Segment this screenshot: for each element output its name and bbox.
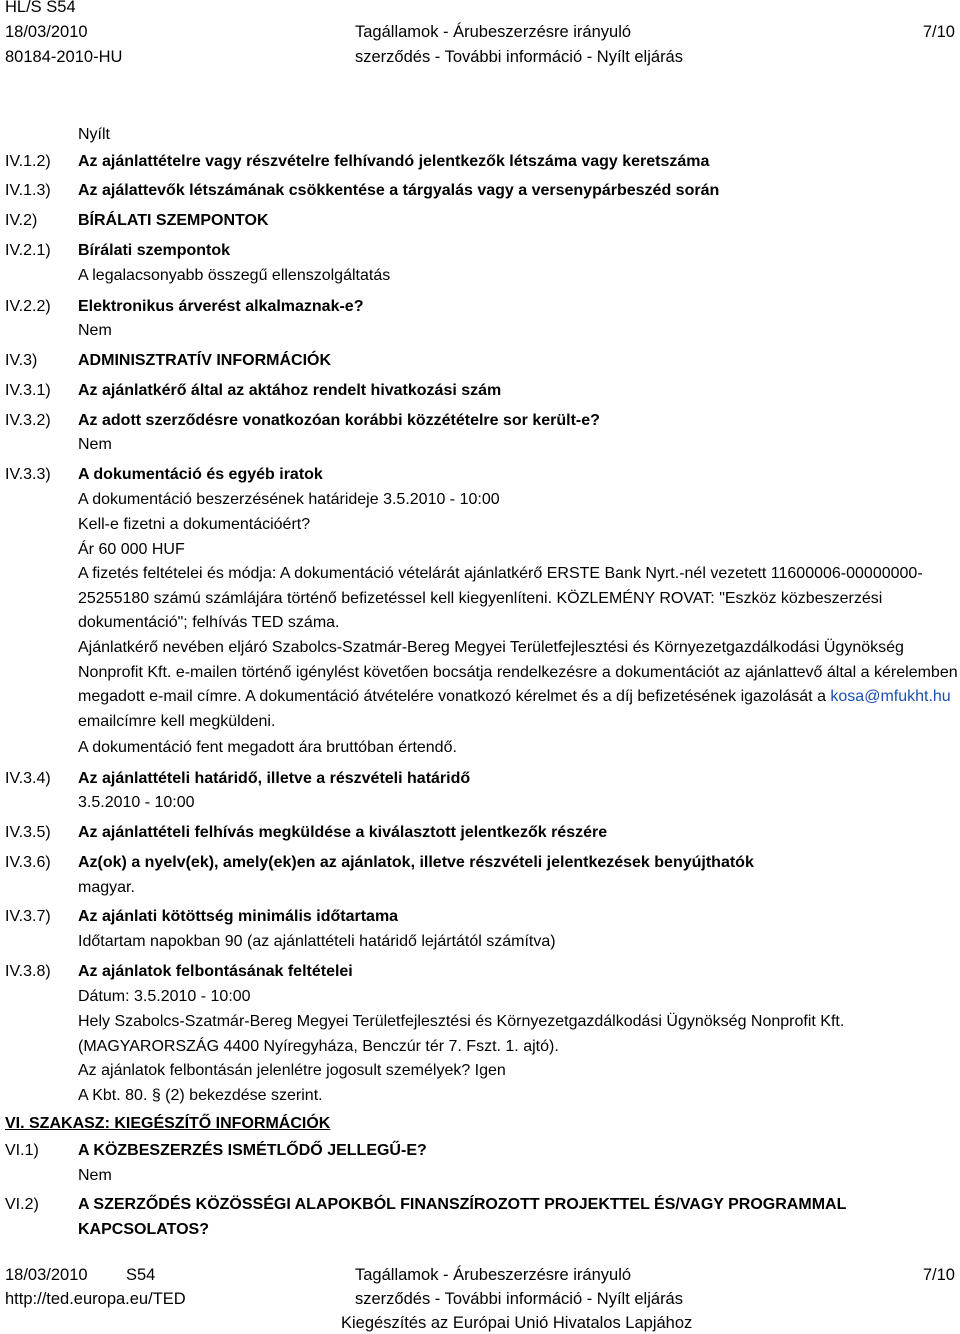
label-iv-1-3: IV.1.3): [5, 182, 51, 199]
label-iv-3-3: IV.3.3): [5, 466, 51, 483]
label-iv-3-7: IV.3.7): [5, 908, 51, 925]
doc-price-note: A dokumentáció fent megadott ára bruttóban értendő.: [78, 739, 457, 756]
heading-iv-3-5: Az ajánlattételi felhívás megküldése a kiválasztott jelentkezők részére: [78, 824, 608, 841]
heading-iv-3-6: Az(ok) a nyelv(ek), amely(ek)en az ajánlatok, illetve részvételi jelentkezések benyújthatók: [78, 854, 754, 871]
label-iv-1-2: IV.1.2): [5, 153, 51, 170]
heading-iv-3-4: Az ajánlattételi határidő, illetve a részvételi határidő: [78, 770, 471, 787]
footer-date: 18/03/2010: [5, 1266, 88, 1284]
value-iv-3-7: Időtartam napokban 90 (az ajánlattételi határidő lejártától számítva): [78, 933, 556, 950]
label-iv-2-1: IV.2.1): [5, 242, 51, 259]
footer-title-line2: szerződés - További információ - Nyílt eljárás: [355, 1290, 683, 1308]
footer-url[interactable]: http://ted.europa.eu/TED: [5, 1290, 186, 1308]
label-iv-3: IV.3): [5, 352, 38, 369]
value-iv-3-6: magyar.: [78, 879, 135, 896]
opening-attendees: Az ajánlatok felbontásán jelenlétre jogosult személyek? Igen: [78, 1062, 506, 1079]
label-vi-1: VI.1): [5, 1142, 39, 1159]
doc-price: Ár 60 000 HUF: [78, 541, 185, 558]
heading-iv-3-3: A dokumentáció és egyéb iratok: [78, 466, 323, 483]
heading-iv-3: ADMINISZTRATÍV INFORMÁCIÓK: [78, 352, 332, 369]
value-iv-3-4: 3.5.2010 - 10:00: [78, 794, 195, 811]
header-title-line1: Tagállamok - Árubeszerzésre irányuló: [355, 23, 632, 41]
heading-iv-3-8: Az ajánlatok felbontásának feltételei: [78, 963, 353, 980]
value-iv-2-2: Nem: [78, 322, 112, 339]
footer-page-number: 7/10: [922, 1266, 955, 1284]
value-iv-3-2: Nem: [78, 436, 112, 453]
doc-request-info: [78, 636, 958, 734]
heading-iv-1-2: Az ajánlattételre vagy részvételre felhívandó jelentkezők létszáma vagy keretszáma: [78, 153, 710, 170]
doc-fee-question: Kell-e fizetni a dokumentációért?: [78, 516, 311, 533]
heading-iv-3-7: Az ajánlati kötöttség minimális időtartama: [78, 908, 399, 925]
doc-deadline: A dokumentáció beszerzésének határideje 3.5.2010 - 10:00: [78, 491, 500, 508]
header-doc-ref: HL/S S54: [5, 0, 76, 16]
opening-place-line1: Hely Szabolcs-Szatmár-Bereg Megyei Területfejlesztési és Környezetgazdálkodási Ügynökség Nonprofit Kft.: [78, 1013, 845, 1030]
value-iv-2-1: A legalacsonyabb összegű ellenszolgáltatás: [78, 267, 391, 284]
value-open-procedure: Nyílt: [78, 126, 110, 143]
section-vi-title: VI. SZAKASZ: KIEGÉSZÍTŐ INFORMÁCIÓK: [5, 1115, 331, 1132]
opening-legal-basis: A Kbt. 80. § (2) bekezdése szerint.: [78, 1087, 323, 1104]
email-link[interactable]: kosa@mfukht.hu: [830, 688, 951, 706]
heading-vi-1: A KÖZBESZERZÉS ISMÉTLŐDŐ JELLEGŰ-E?: [78, 1142, 427, 1159]
heading-vi-2-line1: A SZERZŐDÉS KÖZÖSSÉGI ALAPOKBÓL FINANSZÍROZOTT PROJEKTTEL ÉS/VAGY PROGRAMMAL: [78, 1196, 847, 1213]
value-vi-1: Nem: [78, 1167, 112, 1184]
header-notice-number: 80184-2010-HU: [5, 48, 123, 66]
label-iv-2-2: IV.2.2): [5, 298, 51, 315]
label-iv-3-1: IV.3.1): [5, 382, 51, 399]
label-iv-3-2: IV.3.2): [5, 412, 51, 429]
doc-request-text-end: emailcímre kell megküldeni.: [78, 712, 276, 730]
opening-place-line2: (MAGYARORSZÁG 4400 Nyíregyháza, Benczúr tér 7. Fszt. 1. ajtó).: [78, 1038, 559, 1055]
footer-journal-name: Kiegészítés az Európai Unió Hivatalos Lapjához: [341, 1314, 693, 1332]
label-iv-3-5: IV.3.5): [5, 824, 51, 841]
header-date: 18/03/2010: [5, 23, 88, 41]
opening-date: Dátum: 3.5.2010 - 10:00: [78, 988, 251, 1005]
footer-title-line1: Tagállamok - Árubeszerzésre irányuló: [355, 1266, 632, 1284]
doc-payment-terms: A fizetés feltételei és módja: A dokumentáció vételárát ajánlatkérő ERSTE Bank Nyrt.-nél vezetett 11600006-00000000-25255180 számú számlájára történő befizetéssel kell kiegyenlíteni. KÖZLEMÉNY ROVAT: "Eszköz közbeszerzési dokumentáció"; felhívás TED száma.: [78, 565, 923, 632]
heading-iv-3-1: Az ajánlatkérő által az aktához rendelt hivatkozási szám: [78, 382, 502, 399]
label-iv-3-6: IV.3.6): [5, 854, 51, 871]
label-iv-2: IV.2): [5, 212, 38, 229]
heading-iv-2-1: Bírálati szempontok: [78, 242, 231, 259]
footer-series: S54: [126, 1266, 156, 1284]
doc-request-text: Ajánlatkérő nevében eljáró Szabolcs-Szatmár-Bereg Megyei Területfejlesztési és Környezetgazdálkodási Ügynökség Nonprofit Kft. e-mailen történő igénylést követően bocsátja rendelkezésre a dokumentációt az ajánlattevő által a kérelemben megadott e-mail címre. A dokumentáció átvételére vonatkozó kérelmet és a díj befizetésének igazolását a: [78, 639, 958, 706]
heading-iv-2: BÍRÁLATI SZEMPONTOK: [78, 212, 269, 229]
label-iv-3-8: IV.3.8): [5, 963, 51, 980]
header-title-line2: szerződés - További információ - Nyílt eljárás: [355, 48, 683, 66]
heading-vi-2-line2: KAPCSOLATOS?: [78, 1221, 209, 1238]
heading-iv-3-2: Az adott szerződésre vonatkozóan korábbi közzétételre sor került-e?: [78, 412, 600, 429]
heading-iv-1-3: Az ajálattevők létszámának csökkentése a tárgyalás vagy a versenypárbeszéd során: [78, 182, 720, 199]
label-iv-3-4: IV.3.4): [5, 770, 51, 787]
label-vi-2: VI.2): [5, 1196, 39, 1213]
header-page-number: 7/10: [922, 23, 955, 41]
heading-iv-2-2: Elektronikus árverést alkalmaznak-e?: [78, 298, 364, 315]
